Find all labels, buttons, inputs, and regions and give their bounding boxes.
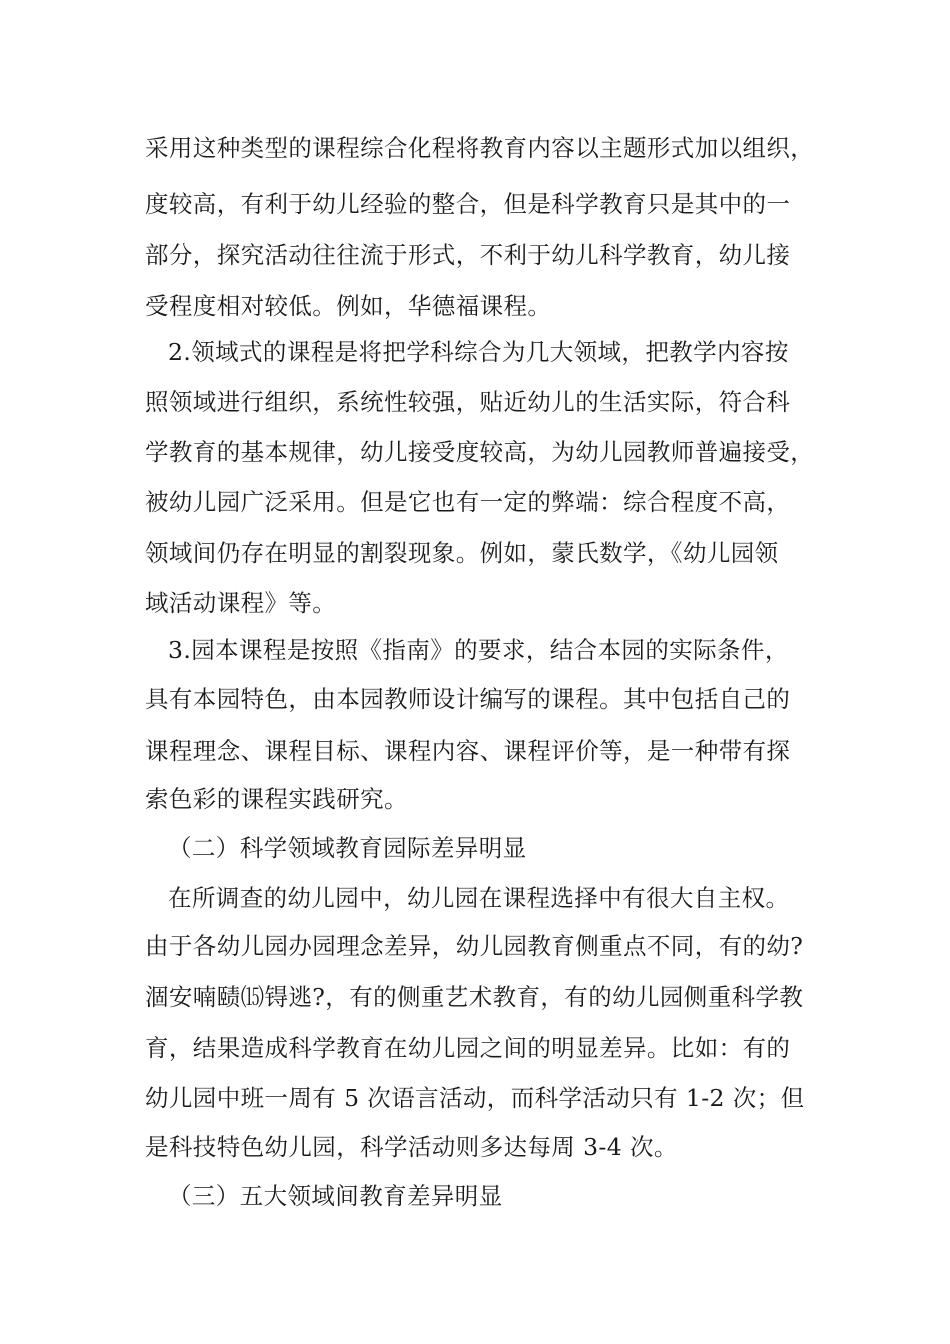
text-line: 采用这种类型的课程综合化程将教育内容以主题形式加以组织， — [145, 134, 815, 162]
text-line: 度较高，有利于幼儿经验的整合，但是科学教育只是其中的一 — [145, 190, 791, 218]
section-heading: （二）科学领域教育园际差异明显 — [168, 834, 527, 862]
text-line: 被幼儿园广泛采用。但是它也有一定的弊端：综合程度不高， — [145, 488, 791, 516]
section-heading: （三）五大领域间教育差异明显 — [168, 1182, 503, 1210]
text-line: 由于各幼儿园办园理念差异，幼儿园教育侧重点不同，有的幼? — [145, 932, 804, 960]
text-line: 2.领域式的课程是将把学科综合为几大领域，把教学内容按 — [168, 338, 789, 366]
text-line: 在所调查的幼儿园中，幼儿园在课程选择中有很大自主权。 — [168, 884, 790, 912]
text-line: 是科技特色幼儿园，科学活动则多达每周 3-4 次。 — [145, 1133, 678, 1161]
text-line: 幼儿园中班一周有 5 次语言活动，而科学活动只有 1-2 次；但 — [145, 1084, 805, 1112]
text-line: 域活动课程》等。 — [145, 589, 337, 617]
text-line: 具有本园特色，由本园教师设计编写的课程。其中包括自己的 — [145, 685, 791, 713]
text-line: 部分，探究活动往往流于形式，不利于幼儿科学教育，幼儿接 — [145, 241, 791, 269]
text-line: 课程理念、课程目标、课程内容、课程评价等，是一种带有探 — [145, 737, 791, 765]
text-line: 照领域进行组织，系统性较强，贴近幼儿的生活实际，符合科 — [145, 388, 791, 416]
text-line: 学教育的基本规律，幼儿接受度较高，为幼儿园教师普遍接受， — [145, 438, 815, 466]
text-line: 索色彩的课程实践研究。 — [145, 785, 408, 813]
text-line: 领域间仍存在明显的割裂现象。例如，蒙氏数学，《幼儿园领 — [145, 539, 779, 567]
text-line: 受程度相对较低。例如，华德福课程。 — [145, 292, 552, 320]
text-line: 涸安喃赜⒂锝逃?，有的侧重艺术教育，有的幼儿园侧重科学教 — [145, 983, 804, 1011]
text-line: 3.园本课程是按照《指南》的要求，结合本园的实际条件， — [168, 636, 789, 664]
text-line: 育，结果造成科学教育在幼儿园之间的明显差异。比如：有的 — [145, 1034, 791, 1062]
